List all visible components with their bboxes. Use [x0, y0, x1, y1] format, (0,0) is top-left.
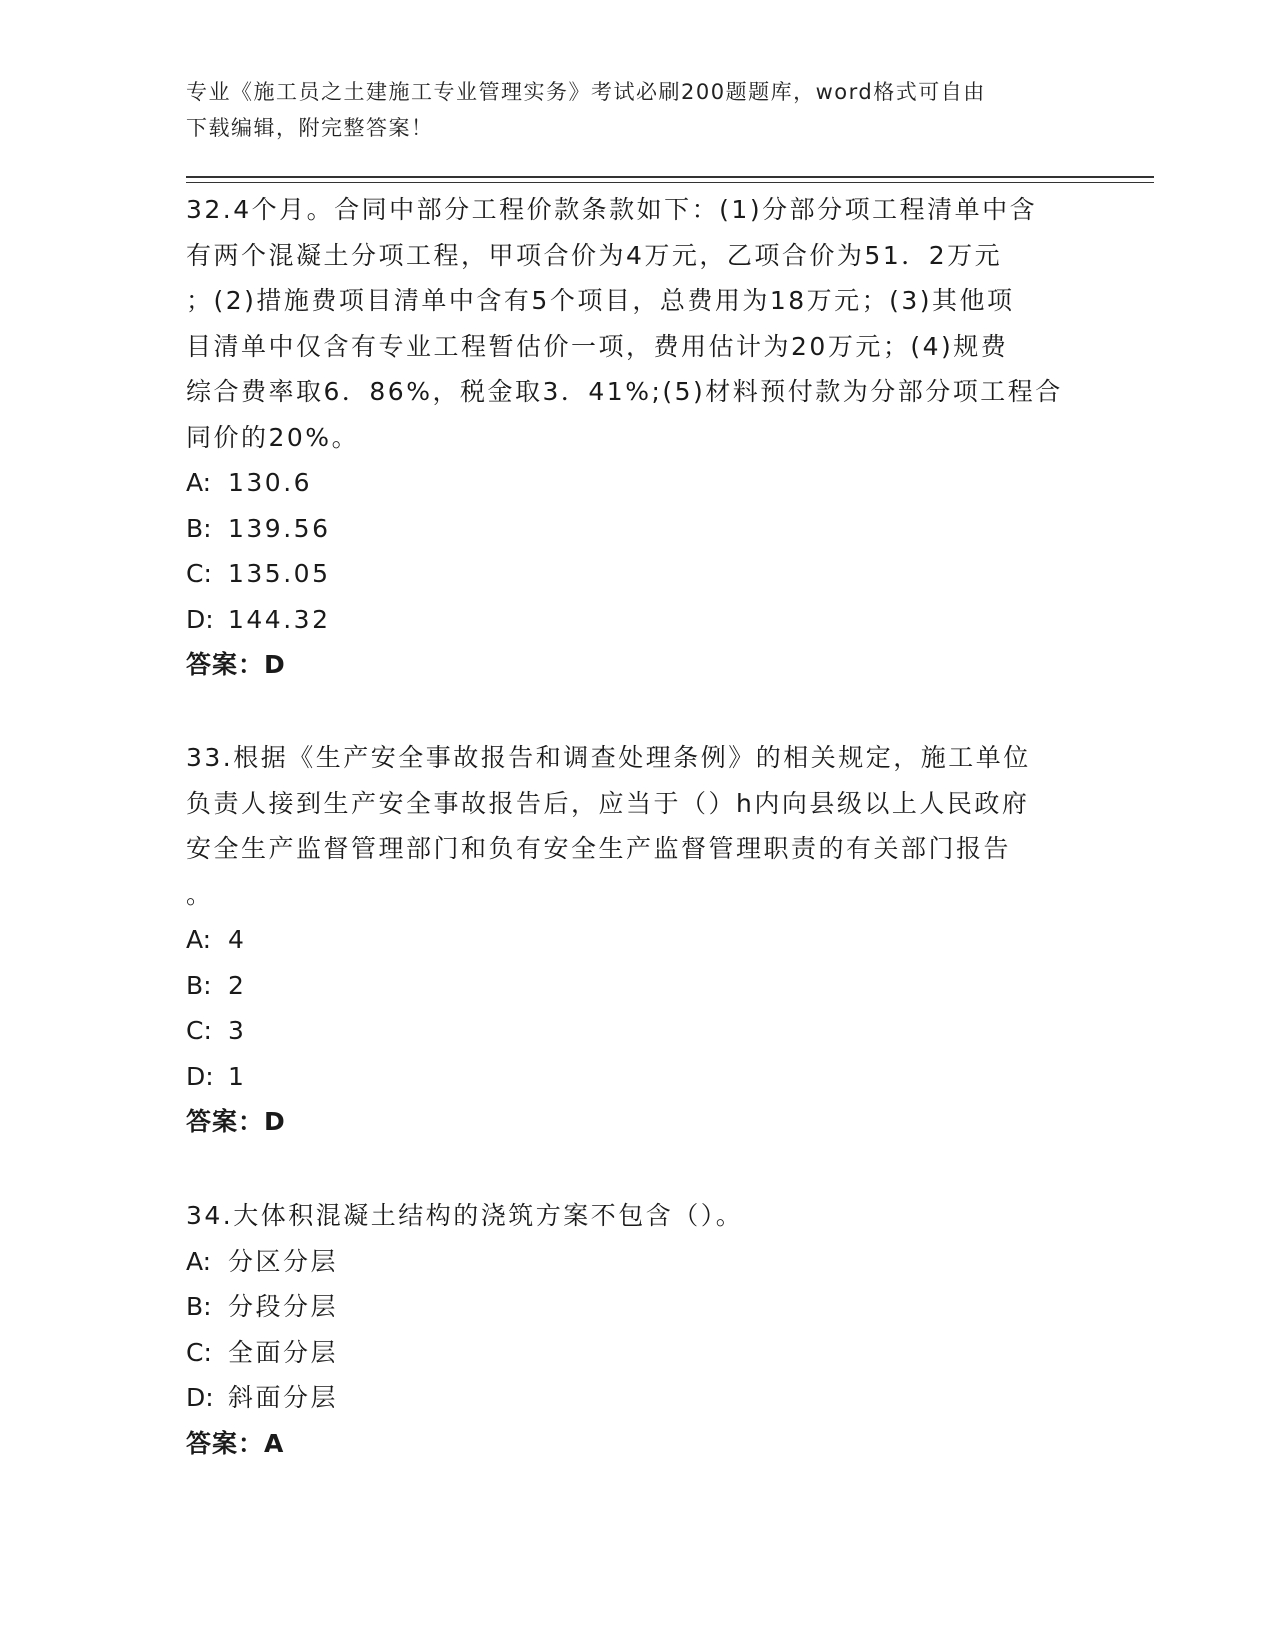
option-text: 1: [228, 1061, 247, 1091]
option-key: B:: [186, 1292, 212, 1321]
header-title-line-2: 下载编辑，附完整答案！: [186, 116, 434, 140]
option-key: C:: [186, 1016, 212, 1045]
option-key: D:: [186, 604, 214, 634]
answer: 答案：D: [186, 650, 286, 679]
option-key: A:: [186, 468, 212, 497]
option-text: 分区分层: [228, 1246, 339, 1276]
option-text: 2: [228, 970, 247, 1000]
option-key: D:: [186, 1061, 214, 1091]
question-33: [186, 735, 1086, 1145]
option-a: [186, 1239, 1086, 1285]
question-text-line: 32.4个月。合同中部分工程价款条款如下：(1)分部分项工程清单中含: [186, 195, 1038, 224]
option-text: 全面分层: [228, 1337, 339, 1367]
page-header: [186, 74, 1066, 146]
option-key: A:: [186, 1246, 212, 1276]
option-d: [186, 597, 1086, 643]
option-c: [186, 1008, 1086, 1054]
option-text: 135.05: [228, 559, 331, 588]
question-text-line: 有两个混凝土分项工程，甲项合价为4万元，乙项合价为51．2万元: [186, 240, 1003, 270]
option-key: B:: [186, 513, 212, 543]
option-c: [186, 1330, 1086, 1376]
question-text-line: ；(2)措施费项目清单中含有5个项目，总费用为18万元；(3)其他项: [186, 286, 1015, 315]
question-text-line: 目清单中仅含有专业工程暂估价一项，费用估计为20万元；(4)规费: [186, 331, 1009, 361]
question-32: [186, 187, 1086, 688]
option-text: 斜面分层: [228, 1383, 339, 1412]
header-divider-thin: [186, 182, 1154, 183]
option-key: C:: [186, 1337, 212, 1367]
option-text: 分段分层: [228, 1292, 339, 1321]
header-divider: [186, 176, 1154, 178]
option-text: 139.56: [228, 513, 331, 543]
answer: 答案：A: [186, 1428, 285, 1458]
question-text-line: 。: [186, 879, 214, 909]
option-text: 3: [228, 1016, 247, 1045]
option-text: 144.32: [228, 604, 331, 634]
question-text-line: 负责人接到生产安全事故报告后，应当于（）h内向县级以上人民政府: [186, 788, 1030, 818]
question-34: [186, 1193, 1086, 1466]
option-d: [186, 1375, 1086, 1421]
option-text: 130.6: [228, 468, 313, 497]
question-text-line: 安全生产监督管理部门和负有安全生产监督管理职责的有关部门报告: [186, 834, 1012, 863]
option-key: A:: [186, 925, 212, 954]
option-key: B:: [186, 970, 212, 1000]
option-a: [186, 460, 1086, 506]
option-text: 4: [228, 925, 247, 954]
option-b: [186, 963, 1086, 1009]
question-text-line: 33.根据《生产安全事故报告和调查处理条例》的相关规定，施工单位: [186, 743, 1031, 772]
option-key: D:: [186, 1383, 214, 1412]
question-text-line: 34.大体积混凝土结构的浇筑方案不包含（）。: [186, 1201, 744, 1230]
option-d: [186, 1054, 1086, 1100]
answer: 答案：D: [186, 1107, 286, 1136]
question-text-line: 同价的20%。: [186, 422, 360, 452]
header-title-line-1: 专业《施工员之土建施工专业管理实务》考试必刷200题题库，word格式可自由: [186, 80, 986, 104]
option-c: [186, 551, 1086, 597]
question-text-line: 综合费率取6．86%，税金取3．41%;(5)材料预付款为分部分项工程合: [186, 377, 1063, 406]
option-a: [186, 917, 1086, 963]
option-b: [186, 506, 1086, 552]
option-key: C:: [186, 559, 212, 588]
option-b: [186, 1284, 1086, 1330]
